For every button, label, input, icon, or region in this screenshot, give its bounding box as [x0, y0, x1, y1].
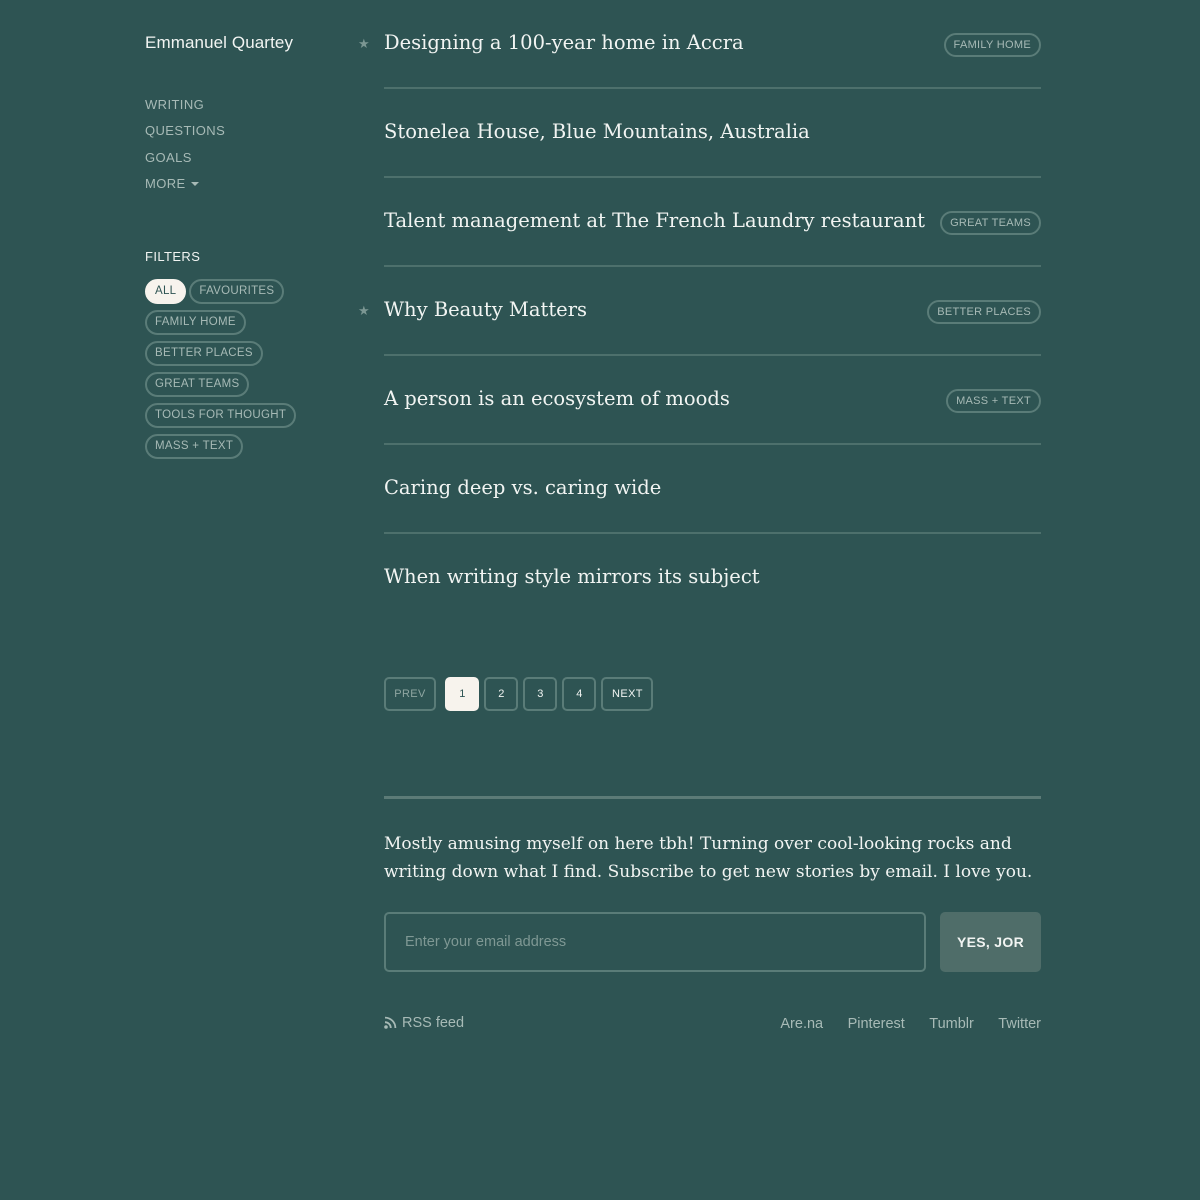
- filters-heading: FILTERS: [145, 249, 201, 264]
- rss-feed-label: RSS feed: [402, 1015, 465, 1031]
- main-nav: [145, 96, 225, 202]
- nav-item-questions[interactable]: QUESTIONS: [145, 123, 226, 139]
- filter-chip-tools-for-thought[interactable]: TOOLS FOR THOUGHT: [145, 403, 296, 428]
- caret-down-icon: [191, 182, 199, 186]
- filter-row: [145, 434, 345, 465]
- filter-row: [145, 310, 345, 341]
- rss-icon: [384, 1016, 397, 1029]
- social-link-tumblr[interactable]: Tumblr: [929, 1016, 974, 1032]
- page-button-1[interactable]: 1: [445, 677, 479, 711]
- post-row: [384, 534, 1041, 623]
- nav-item-writing[interactable]: WRITING: [145, 97, 205, 112]
- page-button-2[interactable]: 2: [484, 677, 518, 711]
- post-title-link[interactable]: Designing a 100-year home in Accra: [384, 31, 744, 54]
- post-title-link[interactable]: When writing style mirrors its subject: [384, 565, 760, 588]
- post-row: [358, 0, 1041, 89]
- pagination: [384, 677, 653, 712]
- social-link-arena[interactable]: Are.na: [780, 1016, 824, 1032]
- post-title-link[interactable]: Stonelea House, Blue Mountains, Australia: [384, 120, 810, 143]
- filter-row: [145, 403, 345, 434]
- page-button-4[interactable]: 4: [562, 677, 596, 711]
- nav-item-more[interactable]: [145, 175, 225, 201]
- post-tag-mass-text[interactable]: MASS + TEXT: [946, 389, 1041, 413]
- social-links: [760, 1015, 1041, 1033]
- post-title-link[interactable]: Talent management at The French Laundry restaurant: [384, 209, 925, 232]
- next-page-button[interactable]: NEXT: [601, 677, 653, 711]
- star-icon: ★: [358, 36, 370, 51]
- filter-chip-great-teams[interactable]: GREAT TEAMS: [145, 372, 249, 397]
- filter-chip-favourites[interactable]: FAVOURITES: [189, 279, 284, 304]
- filter-chip-family-home[interactable]: FAMILY HOME: [145, 310, 246, 335]
- filter-chip-all[interactable]: ALL: [145, 279, 186, 304]
- page-button-3[interactable]: 3: [523, 677, 557, 711]
- subscribe-blurb: Mostly amusing myself on here tbh! Turning over cool-looking rocks and writing down what I find. Subscribe to get new stories by email. I love you.: [384, 834, 1033, 882]
- filter-row: [145, 341, 345, 372]
- nav-item-more-label: MORE: [145, 176, 186, 192]
- post-list: [358, 0, 1041, 623]
- footer-divider: [384, 796, 1041, 799]
- post-tag-great-teams[interactable]: GREAT TEAMS: [940, 211, 1041, 235]
- post-title-link[interactable]: A person is an ecosystem of moods: [384, 387, 730, 410]
- subscribe-button[interactable]: YES, JOR: [940, 912, 1041, 972]
- post-tag-family-home[interactable]: FAMILY HOME: [944, 33, 1041, 57]
- post-title-link[interactable]: Why Beauty Matters: [384, 298, 588, 321]
- post-row: [384, 178, 1041, 267]
- post-title-link[interactable]: Caring deep vs. caring wide: [384, 476, 662, 499]
- post-row: [384, 445, 1041, 534]
- post-tag-better-places[interactable]: BETTER PLACES: [927, 300, 1041, 324]
- prev-page-button[interactable]: PREV: [384, 677, 436, 711]
- filter-list: [145, 279, 345, 465]
- star-icon: ★: [358, 303, 370, 318]
- filter-chip-better-places[interactable]: BETTER PLACES: [145, 341, 263, 366]
- nav-item-goals[interactable]: GOALS: [145, 149, 192, 165]
- post-row: [384, 89, 1041, 178]
- post-row: [384, 356, 1041, 445]
- site-title[interactable]: Emmanuel Quartey: [145, 33, 294, 52]
- filter-chip-mass-text[interactable]: MASS + TEXT: [145, 434, 243, 459]
- email-input[interactable]: [384, 912, 926, 972]
- social-link-pinterest[interactable]: Pinterest: [847, 1016, 905, 1032]
- filter-row: [145, 279, 345, 310]
- filter-row: [145, 372, 345, 403]
- post-row: [358, 267, 1041, 356]
- rss-feed-link[interactable]: [384, 1015, 464, 1031]
- social-link-twitter[interactable]: Twitter: [998, 1016, 1041, 1032]
